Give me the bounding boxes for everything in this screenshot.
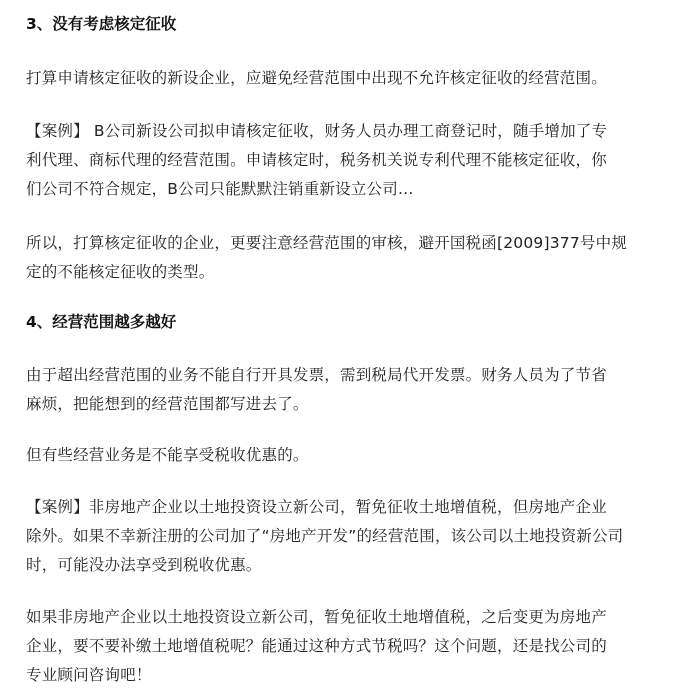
case-paragraph <box>26 493 674 580</box>
paragraph-line: 除外。如果不幸新注册的公司加了“房地产开发”的经营范围，该公司以土地投资新公司 <box>26 527 624 545</box>
paragraph-line: 时，可能没办法享受到税收优惠。 <box>26 556 262 574</box>
paragraph-line: 利代理、商标代理的经营范围。申请核定时，税务机关说专利代理不能核定征收，你 <box>26 151 607 169</box>
case-paragraph <box>26 117 674 204</box>
paragraph <box>26 361 674 419</box>
paragraph-line: 所以，打算核定征收的企业，更要注意经营范围的审核，避开国税函[2009]377号中规 <box>26 234 628 252</box>
section-heading: 3、没有考虑核定征收 <box>26 15 177 33</box>
paragraph-line: 麻烦，把能想到的经营范围都写进去了。 <box>26 395 309 413</box>
paragraph-line: 定的不能核定征收的类型。 <box>26 263 215 281</box>
paragraph-line: 由于超出经营范围的业务不能自行开具发票，需到税局代开发票。财务人员为了节省 <box>26 366 607 384</box>
paragraph-line: 企业，要不要补缴土地增值税呢？能通过这种方式节税吗？这个问题，还是找公司的 <box>26 637 607 655</box>
paragraph-line: 们公司不符合规定，B公司只能默默注销重新设立公司… <box>26 180 414 198</box>
paragraph-line: 专业顾问咨询吧！ <box>26 666 152 684</box>
paragraph <box>26 64 674 93</box>
section-heading: 4、经营范围越多越好 <box>26 313 177 331</box>
paragraph-line: 【案例】非房地产企业以土地投资设立新公司，暂免征收土地增值税，但房地产企业 <box>26 498 607 516</box>
paragraph <box>26 229 674 287</box>
paragraph <box>26 441 674 470</box>
paragraph-line: 【案例】 B公司新设公司拟申请核定征收，财务人员办理工商登记时，随手增加了专 <box>26 122 608 140</box>
paragraph-line: 如果非房地产企业以土地投资设立新公司，暂免征收土地增值税，之后变更为房地产 <box>26 608 607 626</box>
paragraph-line: 但有些经营业务是不能享受税收优惠的。 <box>26 446 309 464</box>
paragraph <box>26 603 674 690</box>
paragraph-line: 打算申请核定征收的新设企业，应避免经营范围中出现不允许核定征收的经营范围。 <box>26 69 607 87</box>
